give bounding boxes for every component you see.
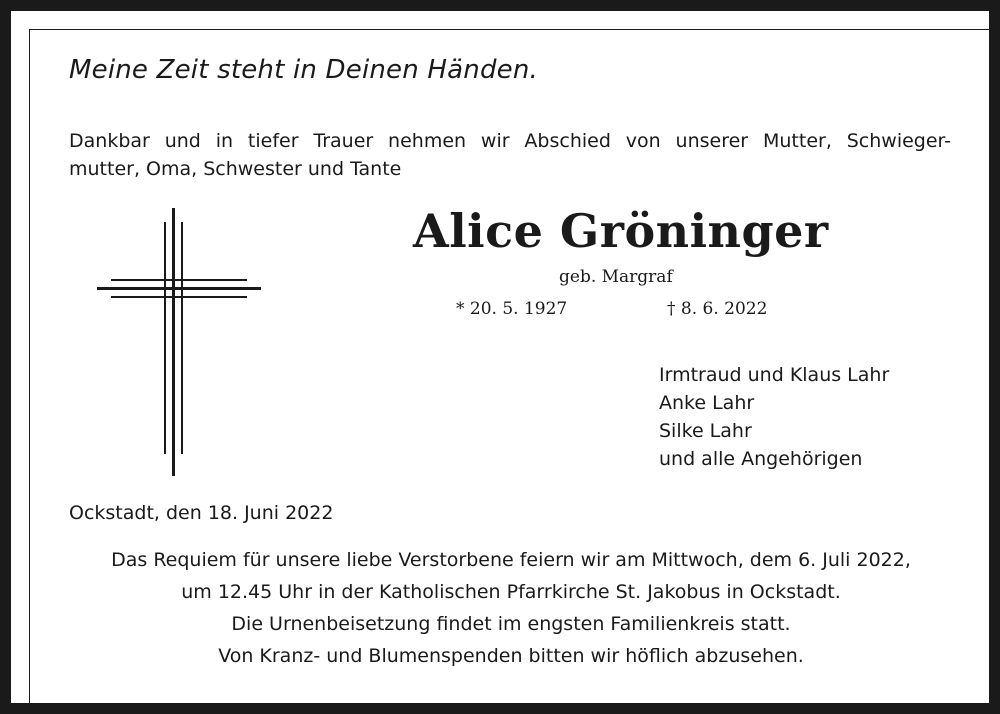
notice-line: Von Kranz- und Blumenspenden bitten wir höflich abzusehen. <box>218 645 804 667</box>
mourner-item: und alle Angehörigen <box>659 448 863 470</box>
birth-date: * 20. 5. 1927 <box>456 299 568 319</box>
latin-cross-icon <box>97 208 261 476</box>
cross-horizontal-bottom <box>111 296 247 298</box>
notice-line: Die Urnenbeisetzung findet im engsten Familienkreis statt. <box>231 613 791 635</box>
intro-line-2: mutter, Oma, Schwester und Tante <box>69 158 402 180</box>
funeral-notice <box>51 544 971 672</box>
mourner-item: Silke Lahr <box>659 420 752 442</box>
motto-verse: Meine Zeit steht in Deinen Händen. <box>69 55 538 85</box>
maiden-name: geb. Margraf <box>559 267 673 287</box>
deceased-name: Alice Gröninger <box>413 204 829 258</box>
cross-horizontal-center <box>97 287 261 290</box>
notice-line: Das Requiem für unsere liebe Verstorbene feiern wir am Mittwoch, dem 6. Juli 2022, <box>111 549 911 571</box>
intro-line-1: Dankbar und in tiefer Trauer nehmen wir Abschied von unserer Mutter, Schwieger- <box>69 130 951 152</box>
cross-vertical-right <box>181 222 183 454</box>
mourner-item: Anke Lahr <box>659 392 755 414</box>
mourners-list <box>659 361 889 473</box>
cross-horizontal-top <box>111 279 247 281</box>
intro-text <box>69 127 951 183</box>
death-date: † 8. 6. 2022 <box>667 299 768 319</box>
cross-vertical-left <box>164 222 166 454</box>
notice-line: um 12.45 Uhr in der Katholischen Pfarrkirche St. Jakobus in Ockstadt. <box>181 581 841 603</box>
place-and-date: Ockstadt, den 18. Juni 2022 <box>69 502 334 524</box>
cross-vertical-center <box>172 208 175 476</box>
mourner-item: Irmtraud und Klaus Lahr <box>659 364 890 386</box>
